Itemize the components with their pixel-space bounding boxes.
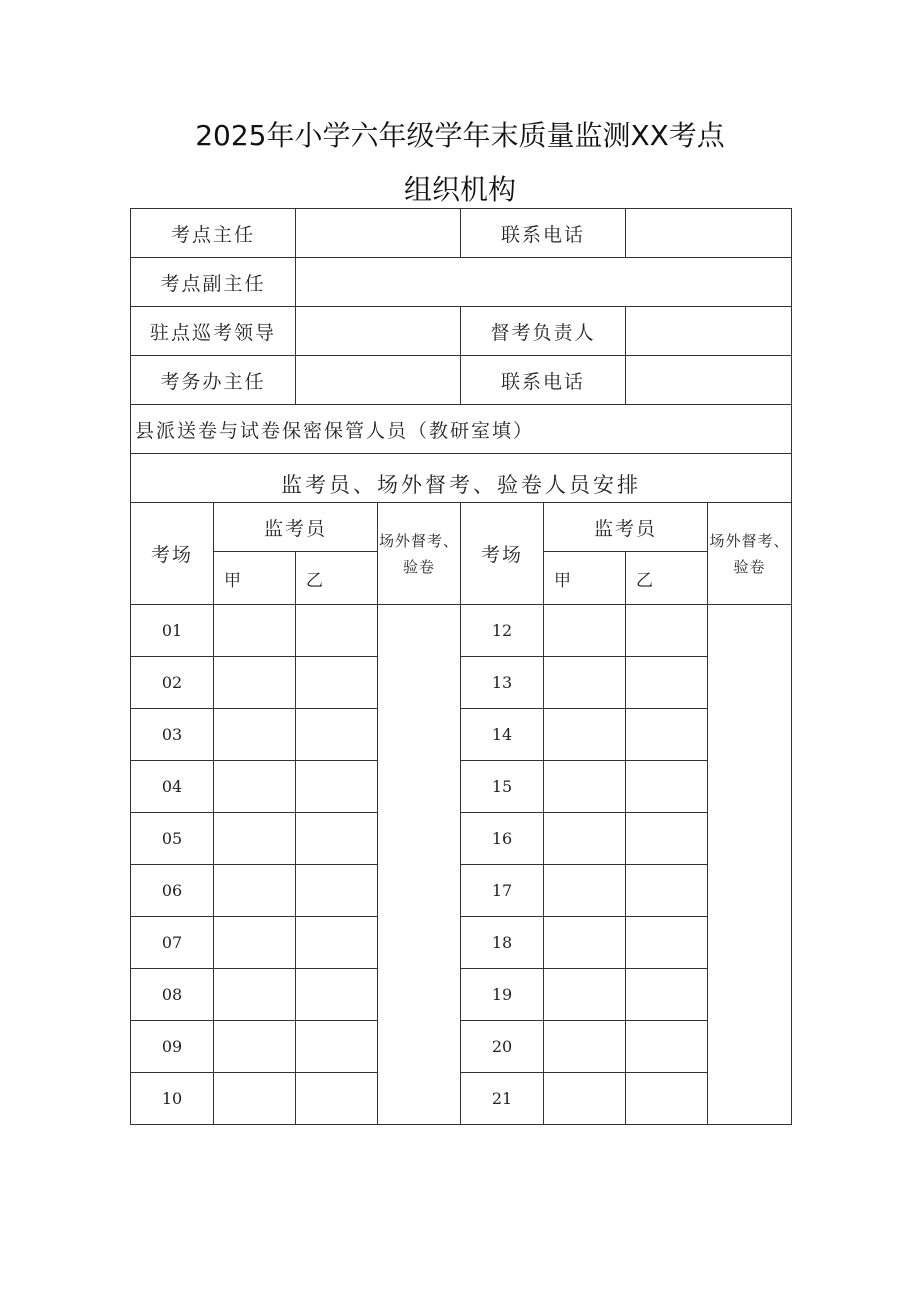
proctor-a-left[interactable] xyxy=(214,657,296,709)
proctor-b-left[interactable] xyxy=(296,1021,378,1073)
table-row xyxy=(131,969,792,1021)
table-row xyxy=(131,1073,792,1125)
proctor-b-left[interactable] xyxy=(296,865,378,917)
outside-supervisor-right[interactable] xyxy=(708,605,792,1125)
label-deputy-director: 考点副主任 xyxy=(131,258,296,307)
section-title: 监考员、场外督考、验卷人员安排 xyxy=(131,454,792,503)
proctor-a-right[interactable] xyxy=(544,969,626,1021)
proctor-a-left[interactable] xyxy=(214,917,296,969)
room-number-right: 12 xyxy=(461,605,544,657)
header-a-left: 甲 xyxy=(214,552,296,605)
room-number-left: 10 xyxy=(131,1073,214,1125)
table-row xyxy=(131,917,792,969)
proctor-b-right[interactable] xyxy=(626,709,708,761)
label-phone-1: 联系电话 xyxy=(461,209,626,258)
proctor-a-left[interactable] xyxy=(214,865,296,917)
proctor-b-left[interactable] xyxy=(296,709,378,761)
value-phone-2[interactable] xyxy=(626,356,792,405)
value-supervisor[interactable] xyxy=(626,307,792,356)
value-resident-leader[interactable] xyxy=(296,307,461,356)
proctor-b-right[interactable] xyxy=(626,657,708,709)
room-number-left: 05 xyxy=(131,813,214,865)
proctor-a-left[interactable] xyxy=(214,761,296,813)
header-a-right: 甲 xyxy=(544,552,626,605)
label-supervisor: 督考负责人 xyxy=(461,307,626,356)
proctor-a-right[interactable] xyxy=(544,1021,626,1073)
proctor-b-left[interactable] xyxy=(296,1073,378,1125)
table-row xyxy=(131,761,792,813)
label-phone-2: 联系电话 xyxy=(461,356,626,405)
proctor-a-left[interactable] xyxy=(214,969,296,1021)
room-number-right: 13 xyxy=(461,657,544,709)
proctor-b-right[interactable] xyxy=(626,1073,708,1125)
proctor-a-left[interactable] xyxy=(214,709,296,761)
table-row xyxy=(131,657,792,709)
proctor-b-right[interactable] xyxy=(626,813,708,865)
header-proctor-right: 监考员 xyxy=(544,503,708,552)
value-phone-1[interactable] xyxy=(626,209,792,258)
label-office-director: 考务办主任 xyxy=(131,356,296,405)
room-number-left: 09 xyxy=(131,1021,214,1073)
proctor-b-right[interactable] xyxy=(626,969,708,1021)
room-number-left: 07 xyxy=(131,917,214,969)
room-number-right: 14 xyxy=(461,709,544,761)
proctor-b-left[interactable] xyxy=(296,605,378,657)
proctor-a-left[interactable] xyxy=(214,1021,296,1073)
table-row xyxy=(131,1021,792,1073)
document-subtitle: 组织机构 xyxy=(403,173,516,206)
proctor-a-right[interactable] xyxy=(544,605,626,657)
proctor-b-right[interactable] xyxy=(626,605,708,657)
proctor-a-left[interactable] xyxy=(214,605,296,657)
proctor-b-left[interactable] xyxy=(296,657,378,709)
outside-supervisor-left[interactable] xyxy=(378,605,461,1125)
proctor-a-right[interactable] xyxy=(544,813,626,865)
value-office-director[interactable] xyxy=(296,356,461,405)
room-number-left: 01 xyxy=(131,605,214,657)
header-outside-right: 场外督考、验卷 xyxy=(708,503,792,605)
proctor-b-left[interactable] xyxy=(296,761,378,813)
room-number-left: 02 xyxy=(131,657,214,709)
room-number-left: 04 xyxy=(131,761,214,813)
header-outside-left: 场外督考、验卷 xyxy=(378,503,461,605)
proctor-b-left[interactable] xyxy=(296,813,378,865)
header-room-left: 考场 xyxy=(131,503,214,605)
header-proctor-left: 监考员 xyxy=(214,503,378,552)
room-number-right: 16 xyxy=(461,813,544,865)
room-number-right: 19 xyxy=(461,969,544,1021)
proctor-a-left[interactable] xyxy=(214,1073,296,1125)
county-staff-field[interactable]: 县派送卷与试卷保密保管人员（教研室填） xyxy=(131,405,792,454)
value-deputy-director[interactable] xyxy=(296,258,792,307)
proctor-a-left[interactable] xyxy=(214,813,296,865)
proctor-b-right[interactable] xyxy=(626,865,708,917)
room-number-right: 15 xyxy=(461,761,544,813)
room-number-right: 20 xyxy=(461,1021,544,1073)
table-row xyxy=(131,605,792,657)
proctor-b-right[interactable] xyxy=(626,761,708,813)
room-number-left: 03 xyxy=(131,709,214,761)
room-number-right: 18 xyxy=(461,917,544,969)
organization-table xyxy=(130,208,792,1125)
header-b-left: 乙 xyxy=(296,552,378,605)
proctor-b-right[interactable] xyxy=(626,1021,708,1073)
proctor-b-left[interactable] xyxy=(296,969,378,1021)
table-row xyxy=(131,709,792,761)
room-number-right: 21 xyxy=(461,1073,544,1125)
proctor-a-right[interactable] xyxy=(544,917,626,969)
proctor-a-right[interactable] xyxy=(544,865,626,917)
header-b-right: 乙 xyxy=(626,552,708,605)
label-director: 考点主任 xyxy=(131,209,296,258)
room-number-left: 06 xyxy=(131,865,214,917)
proctor-b-left[interactable] xyxy=(296,917,378,969)
header-room-right: 考场 xyxy=(461,503,544,605)
label-resident-leader: 驻点巡考领导 xyxy=(131,307,296,356)
table-row xyxy=(131,865,792,917)
room-number-left: 08 xyxy=(131,969,214,1021)
room-number-right: 17 xyxy=(461,865,544,917)
proctor-a-right[interactable] xyxy=(544,709,626,761)
proctor-a-right[interactable] xyxy=(544,761,626,813)
document-title: 2025年小学六年级学年末质量监测XX考点 xyxy=(195,119,725,152)
table-row xyxy=(131,813,792,865)
proctor-a-right[interactable] xyxy=(544,1073,626,1125)
proctor-b-right[interactable] xyxy=(626,917,708,969)
proctor-a-right[interactable] xyxy=(544,657,626,709)
value-director[interactable] xyxy=(296,209,461,258)
